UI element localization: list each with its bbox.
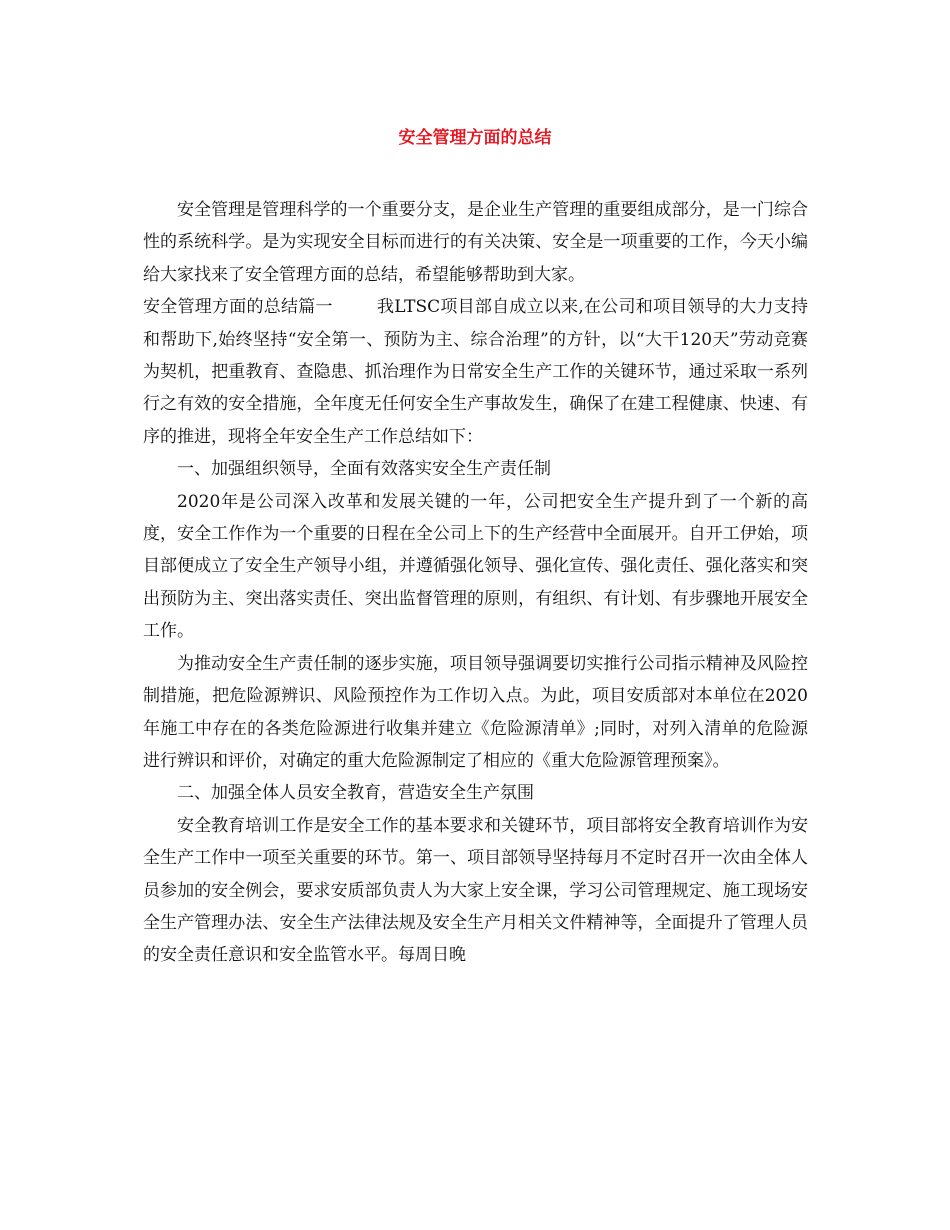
document-body (143, 194, 808, 972)
part-heading: 安全管理方面的总结篇一 (143, 297, 333, 318)
section-2-heading: 二、加强全体人员安全教育，营造安全生产氛围 (177, 783, 534, 804)
page-title: 安全管理方面的总结 (398, 128, 552, 148)
section-1-paragraph-2: 为推动安全生产责任制的逐步实施，项目领导强调要切实推行公司指示精神及风险控制措施，把危险源辨识、风险预控作为工作切入点。为此，项目安质部对本单位在2020年施工中存在的各类危险源进行收集并建立《危险源清单》;同时，对列入清单的危险源进行辨识和评价，对确定的重大危险源制定了相应的《重大危险源管理预案》。 (143, 653, 808, 771)
section-1-heading: 一、加强组织领导，全面有效落实安全生产责任制 (177, 459, 551, 480)
intro-paragraph: 安全管理是管理科学的一个重要分支，是企业生产管理的重要组成部分，是一门综合性的系统科学。是为实现安全目标而进行的有关决策、安全是一项重要的工作，今天小编给大家找来了安全管理方面的总结，希望能够帮助到大家。 (143, 200, 808, 285)
part-paragraph (143, 291, 808, 453)
section-2-paragraph-1: 安全教育培训工作是安全工作的基本要求和关键环节，项目部将安全教育培训作为安全生产工作中一项至关重要的环节。第一、项目部领导坚持每月不定时召开一次由全体人员参加的安全例会，要求安质部负责人为大家上安全课，学习公司管理规定、施工现场安全生产管理办法、安全生产法律法规及安全生产月相关文件精神等，全面提升了管理人员的安全责任意识和安全监管水平。每周日晚 (143, 815, 808, 966)
part-opening-text: 我LTSC项目部自成立以来,在公司和项目领导的大力支持和帮助下,始终坚持“安全第一、预防为主、综合治理”的方针，以“大干120天”劳动竞赛为契机，把重教育、查隐患、抓治理作为日常安全生产工作的关键环节，通过采取一系列行之有效的安全措施，全年度无任何安全生产事故发生，确保了在建工程健康、快速、有序的推进，现将全年安全生产工作总结如下： (143, 297, 808, 447)
section-1-paragraph-1: 2020年是公司深入改革和发展关键的一年，公司把安全生产提升到了一个新的高度，安全工作作为一个重要的日程在全公司上下的生产经营中全面展开。自开工伊始，项目部便成立了安全生产领导小组，并遵循强化领导、强化宣传、强化责任、强化落实和突出预防为主、突出落实责任、突出监督管理的原则，有组织、有计划、有步骤地开展安全工作。 (143, 491, 808, 642)
